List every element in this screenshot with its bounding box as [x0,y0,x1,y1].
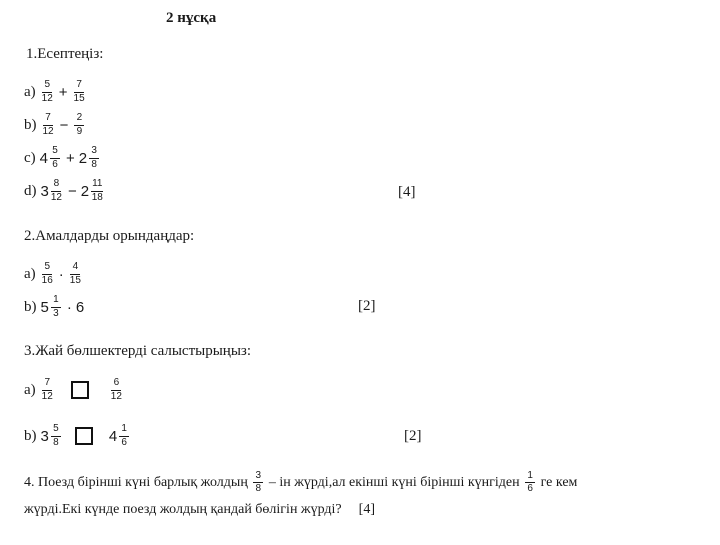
q2-score: [2] [358,298,376,314]
q2-heading: 2.Амалдарды орындаңдар: [24,228,195,244]
q4-line1 [24,470,577,496]
fraction: $\frac{11}{18}$ [91,178,103,203]
comparison-box[interactable] [71,381,89,399]
fraction: $\frac{7}{12}$ [42,112,54,137]
fraction: $\frac{5}{12}$ [41,79,53,104]
operator: + [66,149,75,167]
q4-text-part2: – ін жүрді,ал екінші күні бірінші күнгіден [268,475,520,490]
q4-text-line2: жүрді.Екі күнде поезд жолдың қандай бөлігін жүрді? [24,502,342,517]
operator: · [58,265,64,283]
whole-part: 2 [78,149,88,167]
q2-item-a [24,262,83,286]
q3-score: [2] [404,428,422,444]
fraction: $\frac{5}{16}$ [41,261,53,286]
item-label: c) [24,149,36,166]
fraction: $\frac{6}{12}$ [110,377,122,402]
item-label: a) [24,83,36,100]
fraction: $\frac{8}{12}$ [50,178,62,203]
operator: − [59,116,69,134]
q1-item-d [24,179,105,203]
whole-part: 4 [39,149,48,167]
fraction: $\frac{1}{6}$ [119,424,129,448]
page-title: 2 нұсқа [166,10,217,26]
q4-text-part3: ге кем [540,475,578,490]
q3-heading: 3.Жай бөлшектерді салыстырыңыз: [24,343,251,359]
fraction: $\frac{4}{15}$ [69,261,81,286]
q3-item-b [24,424,131,448]
item-label: a) [24,265,36,282]
fraction: $\frac{1}{6}$ [525,471,535,495]
q1-heading: 1.Есептеңіз: [26,46,104,62]
item-label: d) [24,182,37,199]
q4-text-part1: 4. Поезд бірінші күні барлық жолдың [24,475,248,490]
whole-part: 4 [108,427,118,445]
whole-part: 3 [40,427,49,445]
whole-part: 2 [80,182,90,200]
fraction: $\frac{3}{8}$ [89,146,99,170]
q2-item-b [24,295,84,319]
fraction: $\frac{1}{3}$ [51,295,61,319]
operator: · [66,298,72,316]
q3-item-a [24,378,124,402]
fraction: $\frac{2}{9}$ [74,113,84,137]
item-label: a) [24,381,36,398]
comparison-box[interactable] [75,427,93,445]
q4-score: [4] [358,502,375,517]
q1-item-c [24,146,101,170]
fraction: $\frac{3}{8}$ [253,471,263,495]
item-label: b) [24,116,37,133]
q1-item-b [24,113,86,137]
fraction: $\frac{7}{12}$ [41,377,53,402]
operator: − [67,182,77,200]
multiplier: 6 [75,298,85,316]
q4-line2 [24,497,375,523]
fraction: $\frac{5}{6}$ [50,146,60,170]
fraction: $\frac{7}{15}$ [73,79,85,104]
q1-score: [4] [398,184,416,200]
q1-item-a [24,80,87,104]
item-label: b) [24,427,37,444]
whole-part: 5 [40,298,49,316]
item-label: b) [24,298,37,315]
whole-part: 3 [40,182,49,200]
operator: + [58,83,68,101]
fraction: $\frac{5}{8}$ [51,424,61,448]
